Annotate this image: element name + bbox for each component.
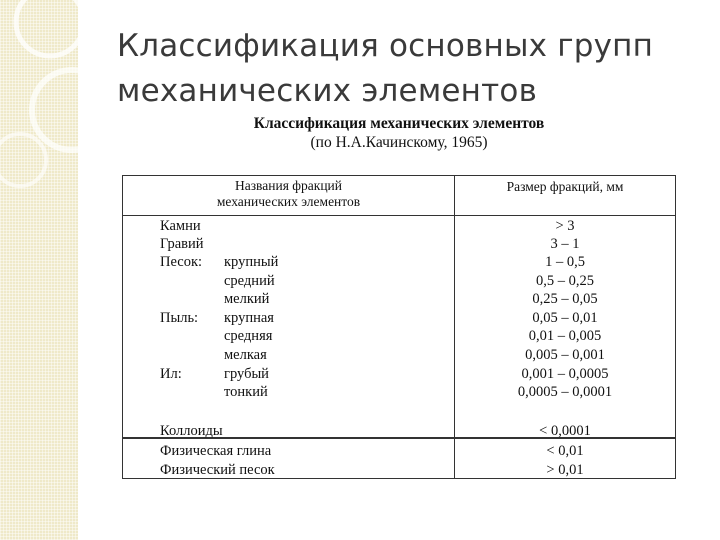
fraction-size-cell: < 0,0001: [539, 423, 591, 439]
fraction-subtype-cell: крупный: [224, 254, 279, 270]
table-row: [123, 365, 675, 383]
table-caption: Классификация механических элементов: [253, 115, 545, 132]
table-row: [123, 461, 675, 479]
table-row: [123, 327, 675, 345]
table-row: [123, 309, 675, 327]
slide-title: [117, 24, 707, 114]
table-row: [123, 422, 675, 440]
slide-title-line-1: Классификация основных групп: [117, 28, 654, 64]
fraction-size-cell: 0,05 – 0,01: [532, 310, 598, 326]
fraction-size-cell: 0,5 – 0,25: [536, 273, 594, 289]
fraction-size-cell: 0,01 – 0,005: [528, 328, 602, 344]
fraction-group-cell: Коллоиды: [160, 423, 223, 439]
header-fraction-names-line-2: механических элементов: [216, 194, 361, 209]
fraction-size-cell: 1 – 0,5: [545, 254, 585, 270]
fraction-subtype-cell: средняя: [224, 328, 273, 344]
fraction-group-cell: Физическая глина: [160, 443, 272, 459]
fraction-subtype-cell: крупная: [224, 310, 274, 326]
header-divider: [123, 215, 675, 216]
table-source: (по Н.А.Качинскому, 1965): [310, 134, 488, 151]
fraction-subtype-cell: мелкий: [224, 291, 270, 307]
header-fraction-names: [123, 178, 454, 210]
fraction-size-cell: > 0,01: [546, 462, 584, 478]
fraction-subtype-cell: средний: [224, 273, 275, 289]
slide-title-line-2: механических элементов: [117, 73, 538, 109]
classification-table: [122, 175, 676, 479]
fraction-size-cell: 3 – 1: [550, 236, 580, 252]
table-row: [123, 217, 675, 235]
fraction-size-cell: 0,0005 – 0,0001: [517, 384, 613, 400]
fraction-size-cell: > 3: [555, 218, 575, 234]
table-row: [123, 272, 675, 290]
fraction-group-cell: Физический песок: [160, 462, 275, 478]
header-fraction-names-line-1: Названия фракций: [234, 178, 343, 193]
fraction-size-cell: 0,005 – 0,001: [525, 347, 605, 363]
fraction-group-cell: Песок:: [160, 254, 203, 270]
fraction-group-cell: Пыль:: [160, 310, 199, 326]
fraction-group-cell: Гравий: [160, 236, 204, 252]
document-heading: [120, 114, 678, 152]
fraction-subtype-cell: мелкая: [224, 347, 267, 363]
fraction-size-cell: 0,001 – 0,0005: [521, 366, 609, 382]
table-row: [123, 253, 675, 271]
fraction-size-cell: 0,25 – 0,05: [532, 291, 598, 307]
table-row: [123, 383, 675, 401]
table-row: [123, 290, 675, 308]
fraction-subtype-cell: грубый: [224, 366, 269, 382]
fraction-size-cell: < 0,01: [546, 443, 584, 459]
table-row: [123, 346, 675, 364]
decorative-swirl: [0, 0, 78, 200]
fraction-group-cell: Ил:: [160, 366, 182, 382]
table-row: [123, 235, 675, 253]
fraction-subtype-cell: тонкий: [224, 384, 268, 400]
fraction-group-cell: Камни: [160, 218, 201, 234]
table-row: [123, 442, 675, 460]
header-fraction-size: Размер фракций, мм: [506, 179, 624, 194]
